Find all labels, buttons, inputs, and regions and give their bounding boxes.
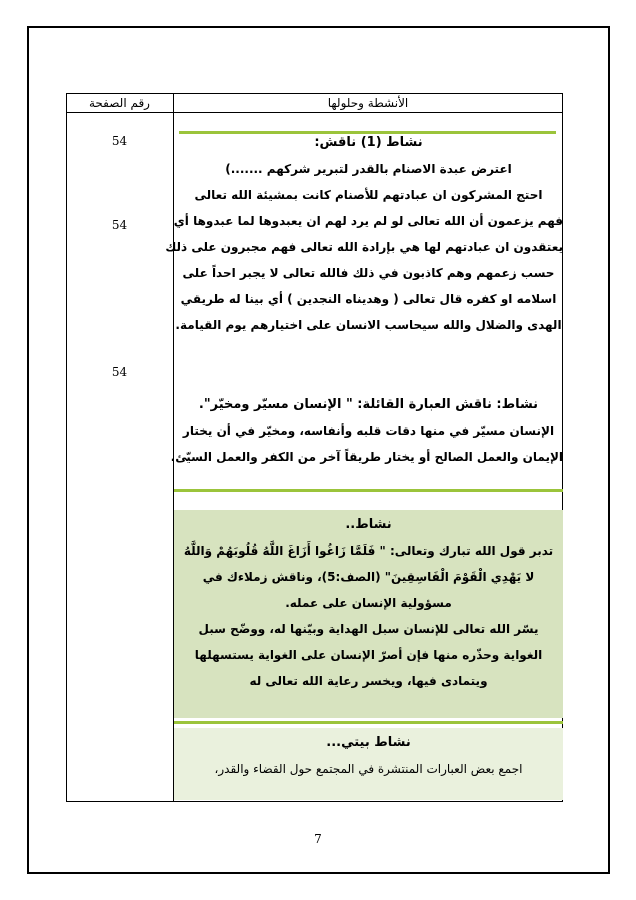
activity-3-title: نشاط..	[345, 517, 392, 532]
activity-2-line: الإنسان مسيّر في منها دقات قلبه وأنفاسه، ومخيّر في أن يختار	[182, 424, 555, 438]
activity-1-title: نشاط (1) ناقش:	[314, 135, 423, 150]
table-border-left	[66, 94, 67, 802]
activity-1-line: اسلامه او كفره قال تعالى ( وهديناه النجدين ) أي بينا له طريقي	[180, 292, 557, 306]
activity-4-title: نشاط بيتي...	[326, 735, 411, 750]
activity-3-line: مسؤولية الإنسان على عمله.	[285, 596, 452, 610]
activity-1-line: الهدى والضلال والله سيحاسب الانسان على اختيارهم يوم القيامة.	[175, 318, 562, 332]
activity-3-line: تدبر قول الله تبارك وتعالى: " فَلَمَّا زَاغُوا أَزَاغَ اللَّهُ قُلُوبَهُمْ وَاللَّهُ	[183, 544, 554, 558]
activity-1-line: اعترض عبدة الاصنام بالقدر لتبرير شركهم .......)	[225, 162, 512, 176]
header-activities: الأنشطة وحلولها	[327, 96, 409, 110]
activity-1	[165, 130, 563, 338]
activity-2-line: الإيمان والعمل الصالح أو يختار طريقاً آخر من الكفر والعمل السيّئ.	[170, 450, 563, 464]
activity-4	[174, 730, 563, 782]
activity-3-line: ويتمادى فيها، ويخسر رعاية الله تعالى له	[249, 674, 488, 688]
activity-3-line: الغواية وحذّره منها فإن أصرّ الإنسان على الغواية يستسهلها	[194, 648, 543, 662]
page-ref-2: 54	[111, 218, 128, 232]
activity-1-line: حسب زعمهم وهم كاذبون في ذلك فالله تعالى لا يجبر احداً على	[182, 266, 555, 280]
activity-3-line: لا يَهْدِي الْقَوْمَ الْفَاسِقِينَ" (الصف:5)، وناقش زملاءك في	[202, 570, 535, 584]
activity-2	[170, 392, 563, 470]
header-page-number: رقم الصفحة	[89, 96, 150, 110]
divider-line	[174, 721, 563, 724]
divider-line	[174, 489, 563, 492]
activities-table	[66, 93, 563, 802]
activity-3	[174, 512, 563, 694]
activity-3-line: يسّر الله تعالى للإنسان سبل الهداية وبيّنها له، ووضّح سبل	[198, 622, 539, 636]
activity-1-line: يعتقدون ان عبادتهم لها هي بإرادة الله تعالى فهم مجبرون على ذلك	[165, 240, 563, 254]
table-border-bottom	[66, 801, 563, 802]
table-header	[66, 94, 563, 113]
activity-1-line: فهم يزعمون أن الله تعالى لو لم يرد لهم ان يعبدوها لما عبدوها أي	[173, 214, 563, 228]
page-ref-3: 54	[111, 365, 128, 379]
activity-1-line: احتج المشركون ان عبادتهم للأصنام كانت بمشيئة الله تعالى	[194, 188, 543, 202]
activity-2-title: نشاط: ناقش العبارة القائلة: " الإنسان مسيّر ومخيّر".	[198, 397, 539, 412]
page-number: 7	[314, 832, 322, 846]
page-ref-1: 54	[111, 134, 128, 148]
activity-4-line: اجمع بعض العبارات المنتشرة في المجتمع حول القضاء والقدر،	[214, 762, 523, 776]
